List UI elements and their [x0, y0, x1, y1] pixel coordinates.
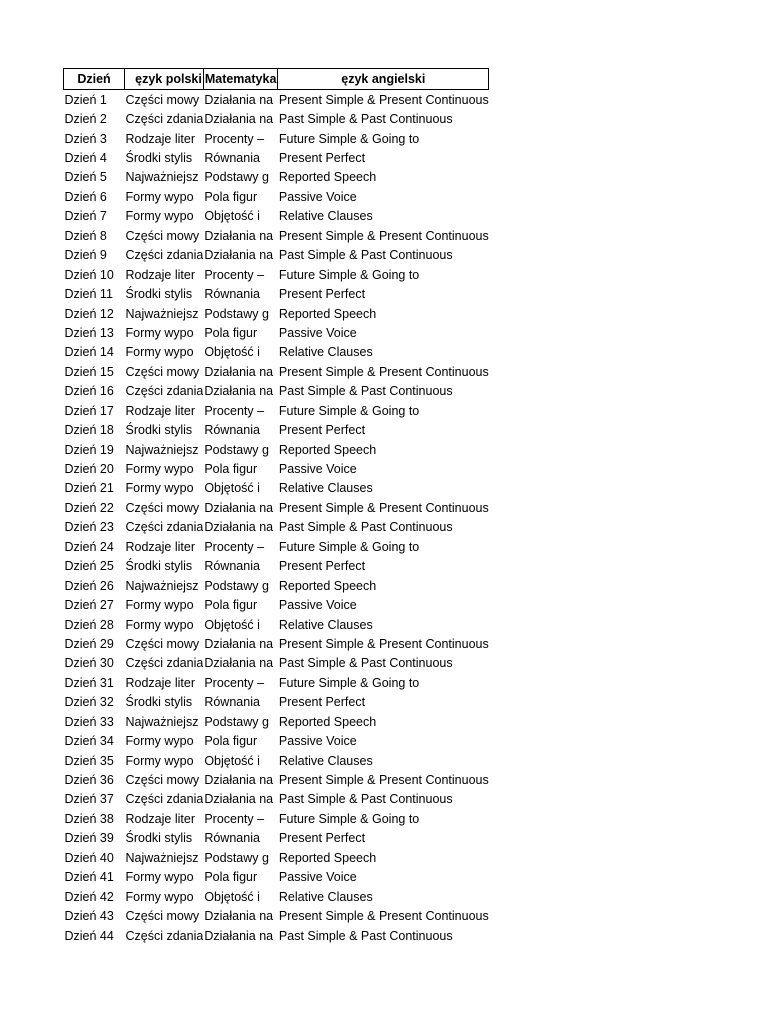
spreadsheet-page — [63, 68, 489, 945]
table-row — [64, 906, 489, 925]
polish-cell: Środki stylis — [125, 423, 193, 438]
day-cell: Dzień 36 — [64, 773, 114, 788]
table-row — [64, 323, 489, 342]
english-cell: Present Perfect — [278, 559, 366, 574]
day-cell: Dzień 41 — [64, 870, 114, 885]
polish-cell: Rodzaje liter — [125, 811, 195, 826]
english-cell: Relative Clauses — [278, 345, 373, 360]
english-cell: Passive Voice — [278, 734, 357, 749]
table-row — [64, 420, 489, 439]
day-cell: Dzień 5 — [64, 170, 107, 185]
polish-cell: Formy wypo — [125, 462, 194, 477]
day-cell: Dzień 18 — [64, 423, 114, 438]
math-cell: Działania na — [204, 500, 274, 515]
polish-cell: Środki stylis — [125, 287, 193, 302]
table-row — [64, 382, 489, 401]
math-cell: Działania na — [204, 773, 274, 788]
polish-cell: Części zdania — [125, 248, 204, 263]
polish-cell: Rodzaje liter — [125, 403, 195, 418]
english-cell: Present Simple & Present Continuous — [278, 909, 489, 924]
polish-cell: Części mowy — [125, 909, 200, 924]
english-cell: Passive Voice — [278, 598, 357, 613]
day-cell: Dzień 26 — [64, 578, 114, 593]
day-cell: Dzień 15 — [64, 364, 114, 379]
day-cell: Dzień 31 — [64, 675, 114, 690]
math-cell: Równania — [204, 287, 260, 302]
day-cell: Dzień 16 — [64, 384, 114, 399]
english-cell: Passive Voice — [278, 462, 357, 477]
polish-cell: Najważniejsz — [125, 442, 199, 457]
day-cell: Dzień 10 — [64, 267, 114, 282]
english-cell: Future Simple & Going to — [278, 403, 420, 418]
math-cell: Działania na — [204, 364, 274, 379]
math-cell: Podstawy g — [204, 714, 269, 729]
english-cell: Present Simple & Present Continuous — [278, 92, 489, 107]
header-row — [64, 69, 489, 90]
math-cell: Objętość i — [204, 753, 260, 768]
day-cell: Dzień 19 — [64, 442, 114, 457]
day-cell: Dzień 30 — [64, 656, 114, 671]
day-cell: Dzień 44 — [64, 928, 114, 943]
math-cell: Podstawy g — [204, 578, 269, 593]
english-cell: Present Simple & Present Continuous — [278, 500, 489, 515]
polish-cell: Formy wypo — [125, 734, 194, 749]
math-cell: Objętość i — [204, 617, 260, 632]
day-cell: Dzień 6 — [64, 189, 107, 204]
table-row — [64, 479, 489, 498]
day-cell: Dzień 1 — [64, 92, 107, 107]
table-row — [64, 693, 489, 712]
english-cell: Present Simple & Present Continuous — [278, 228, 489, 243]
math-cell: Objętość i — [204, 209, 260, 224]
table-row — [64, 440, 489, 459]
table-row — [64, 401, 489, 420]
english-cell: Past Simple & Past Continuous — [278, 248, 453, 263]
english-cell: Reported Speech — [278, 170, 377, 185]
english-cell: Present Simple & Present Continuous — [278, 364, 489, 379]
polish-cell: Najważniejsz — [125, 578, 199, 593]
table-row — [64, 129, 489, 148]
math-cell: Równania — [204, 695, 260, 710]
polish-cell: Części mowy — [125, 773, 200, 788]
polish-cell: Najważniejsz — [125, 306, 199, 321]
table-row — [64, 712, 489, 731]
math-cell: Działania na — [204, 248, 274, 263]
math-cell: Działania na — [204, 228, 274, 243]
day-cell: Dzień 27 — [64, 598, 114, 613]
table-row — [64, 498, 489, 517]
day-cell: Dzień 40 — [64, 850, 114, 865]
math-cell: Pola figur — [204, 734, 258, 749]
day-cell: Dzień 39 — [64, 831, 114, 846]
table-body — [64, 90, 489, 946]
math-cell: Pola figur — [204, 870, 258, 885]
english-cell: Present Perfect — [278, 151, 366, 166]
day-cell: Dzień 37 — [64, 792, 114, 807]
polish-cell: Formy wypo — [125, 209, 194, 224]
polish-cell: Najważniejsz — [125, 850, 199, 865]
header-day: Dzień — [64, 69, 125, 90]
day-cell: Dzień 22 — [64, 500, 114, 515]
english-cell: Future Simple & Going to — [278, 267, 420, 282]
table-row — [64, 168, 489, 187]
day-cell: Dzień 20 — [64, 462, 114, 477]
math-cell: Działania na — [204, 520, 274, 535]
table-row — [64, 187, 489, 206]
math-cell: Działania na — [204, 92, 274, 107]
english-cell: Present Simple & Present Continuous — [278, 773, 489, 788]
english-cell: Present Simple & Present Continuous — [278, 636, 489, 651]
english-cell: Relative Clauses — [278, 617, 373, 632]
polish-cell: Części zdania — [125, 928, 204, 943]
english-cell: Relative Clauses — [278, 209, 373, 224]
english-cell: Reported Speech — [278, 442, 377, 457]
day-cell: Dzień 32 — [64, 695, 114, 710]
math-cell: Działania na — [204, 384, 274, 399]
math-cell: Działania na — [204, 656, 274, 671]
table-row — [64, 770, 489, 789]
polish-cell: Formy wypo — [125, 598, 194, 613]
polish-cell: Formy wypo — [125, 189, 194, 204]
math-cell: Pola figur — [204, 189, 258, 204]
english-cell: Future Simple & Going to — [278, 539, 420, 554]
english-cell: Past Simple & Past Continuous — [278, 928, 453, 943]
math-cell: Działania na — [204, 636, 274, 651]
header-english: ęzyk angielski — [278, 69, 489, 90]
day-cell: Dzień 24 — [64, 539, 114, 554]
day-cell: Dzień 42 — [64, 889, 114, 904]
day-cell: Dzień 43 — [64, 909, 114, 924]
day-cell: Dzień 3 — [64, 131, 107, 146]
polish-cell: Formy wypo — [125, 870, 194, 885]
math-cell: Procenty – — [204, 811, 265, 826]
english-cell: Passive Voice — [278, 870, 357, 885]
day-cell: Dzień 7 — [64, 209, 107, 224]
day-cell: Dzień 8 — [64, 228, 107, 243]
table-row — [64, 731, 489, 750]
polish-cell: Części mowy — [125, 228, 200, 243]
english-cell: Reported Speech — [278, 306, 377, 321]
polish-cell: Środki stylis — [125, 151, 193, 166]
english-cell: Future Simple & Going to — [278, 811, 420, 826]
math-cell: Równania — [204, 559, 260, 574]
math-cell: Objętość i — [204, 889, 260, 904]
table-row — [64, 109, 489, 128]
polish-cell: Formy wypo — [125, 753, 194, 768]
math-cell: Równania — [204, 831, 260, 846]
table-row — [64, 557, 489, 576]
math-cell: Procenty – — [204, 267, 265, 282]
english-cell: Present Perfect — [278, 831, 366, 846]
table-row — [64, 673, 489, 692]
polish-cell: Części mowy — [125, 364, 200, 379]
table-row — [64, 537, 489, 556]
table-row — [64, 848, 489, 867]
polish-cell: Środki stylis — [125, 695, 193, 710]
polish-cell: Formy wypo — [125, 617, 194, 632]
math-cell: Działania na — [204, 792, 274, 807]
polish-cell: Rodzaje liter — [125, 539, 195, 554]
day-cell: Dzień 38 — [64, 811, 114, 826]
english-cell: Past Simple & Past Continuous — [278, 792, 453, 807]
header-polish: ęzyk polski — [125, 69, 204, 90]
table-row — [64, 304, 489, 323]
day-cell: Dzień 28 — [64, 617, 114, 632]
table-row — [64, 246, 489, 265]
english-cell: Relative Clauses — [278, 481, 373, 496]
day-cell: Dzień 21 — [64, 481, 114, 496]
polish-cell: Rodzaje liter — [125, 675, 195, 690]
day-cell: Dzień 4 — [64, 151, 107, 166]
english-cell: Present Perfect — [278, 287, 366, 302]
day-cell: Dzień 17 — [64, 403, 114, 418]
english-cell: Reported Speech — [278, 578, 377, 593]
polish-cell: Części zdania — [125, 520, 204, 535]
table-row — [64, 90, 489, 110]
table-row — [64, 459, 489, 478]
english-cell: Passive Voice — [278, 189, 357, 204]
english-cell: Past Simple & Past Continuous — [278, 520, 453, 535]
header-math: Matematyka — [203, 69, 278, 90]
english-cell: Present Perfect — [278, 423, 366, 438]
table-row — [64, 518, 489, 537]
math-cell: Procenty – — [204, 675, 265, 690]
table-row — [64, 868, 489, 887]
english-cell: Past Simple & Past Continuous — [278, 112, 453, 127]
table-row — [64, 654, 489, 673]
polish-cell: Części zdania — [125, 656, 204, 671]
polish-cell: Formy wypo — [125, 481, 194, 496]
day-cell: Dzień 9 — [64, 248, 107, 263]
table-row — [64, 265, 489, 284]
math-cell: Podstawy g — [204, 442, 269, 457]
english-cell: Reported Speech — [278, 850, 377, 865]
day-cell: Dzień 2 — [64, 112, 107, 127]
polish-cell: Środki stylis — [125, 559, 193, 574]
table-row — [64, 809, 489, 828]
math-cell: Działania na — [204, 112, 274, 127]
table-row — [64, 226, 489, 245]
table-row — [64, 615, 489, 634]
table-row — [64, 887, 489, 906]
table-header — [64, 69, 489, 90]
math-cell: Podstawy g — [204, 850, 269, 865]
english-cell: Future Simple & Going to — [278, 675, 420, 690]
polish-cell: Rodzaje liter — [125, 131, 195, 146]
table-row — [64, 634, 489, 653]
table-row — [64, 595, 489, 614]
polish-cell: Formy wypo — [125, 325, 194, 340]
day-cell: Dzień 35 — [64, 753, 114, 768]
math-cell: Równania — [204, 151, 260, 166]
english-cell: Relative Clauses — [278, 753, 373, 768]
polish-cell: Najważniejsz — [125, 714, 199, 729]
math-cell: Równania — [204, 423, 260, 438]
table-row — [64, 790, 489, 809]
polish-cell: Formy wypo — [125, 345, 194, 360]
table-row — [64, 148, 489, 167]
english-cell: Future Simple & Going to — [278, 131, 420, 146]
english-cell: Past Simple & Past Continuous — [278, 656, 453, 671]
math-cell: Podstawy g — [204, 306, 269, 321]
day-cell: Dzień 29 — [64, 636, 114, 651]
polish-cell: Najważniejsz — [125, 170, 199, 185]
english-cell: Past Simple & Past Continuous — [278, 384, 453, 399]
math-cell: Objętość i — [204, 345, 260, 360]
math-cell: Objętość i — [204, 481, 260, 496]
english-cell: Present Perfect — [278, 695, 366, 710]
table-row — [64, 926, 489, 945]
day-cell: Dzień 12 — [64, 306, 114, 321]
table-row — [64, 362, 489, 381]
english-cell: Relative Clauses — [278, 889, 373, 904]
day-cell: Dzień 11 — [64, 287, 113, 302]
math-cell: Procenty – — [204, 403, 265, 418]
polish-cell: Części zdania — [125, 792, 204, 807]
english-cell: Reported Speech — [278, 714, 377, 729]
table-row — [64, 829, 489, 848]
table-row — [64, 576, 489, 595]
table-row — [64, 207, 489, 226]
math-cell: Pola figur — [204, 325, 258, 340]
polish-cell: Formy wypo — [125, 889, 194, 904]
table-row — [64, 751, 489, 770]
day-cell: Dzień 13 — [64, 325, 114, 340]
polish-cell: Części zdania — [125, 112, 204, 127]
math-cell: Procenty – — [204, 131, 265, 146]
day-cell: Dzień 25 — [64, 559, 114, 574]
table-row — [64, 343, 489, 362]
day-cell: Dzień 23 — [64, 520, 114, 535]
math-cell: Pola figur — [204, 598, 258, 613]
polish-cell: Środki stylis — [125, 831, 193, 846]
math-cell: Działania na — [204, 909, 274, 924]
polish-cell: Części mowy — [125, 636, 200, 651]
polish-cell: Rodzaje liter — [125, 267, 195, 282]
table-row — [64, 284, 489, 303]
math-cell: Pola figur — [204, 462, 258, 477]
day-cell: Dzień 34 — [64, 734, 114, 749]
english-cell: Passive Voice — [278, 325, 357, 340]
polish-cell: Części mowy — [125, 92, 200, 107]
math-cell: Działania na — [204, 928, 274, 943]
polish-cell: Części zdania — [125, 384, 204, 399]
day-cell: Dzień 33 — [64, 714, 114, 729]
study-plan-table — [63, 68, 489, 945]
math-cell: Podstawy g — [204, 170, 269, 185]
math-cell: Procenty – — [204, 539, 265, 554]
day-cell: Dzień 14 — [64, 345, 114, 360]
polish-cell: Części mowy — [125, 500, 200, 515]
